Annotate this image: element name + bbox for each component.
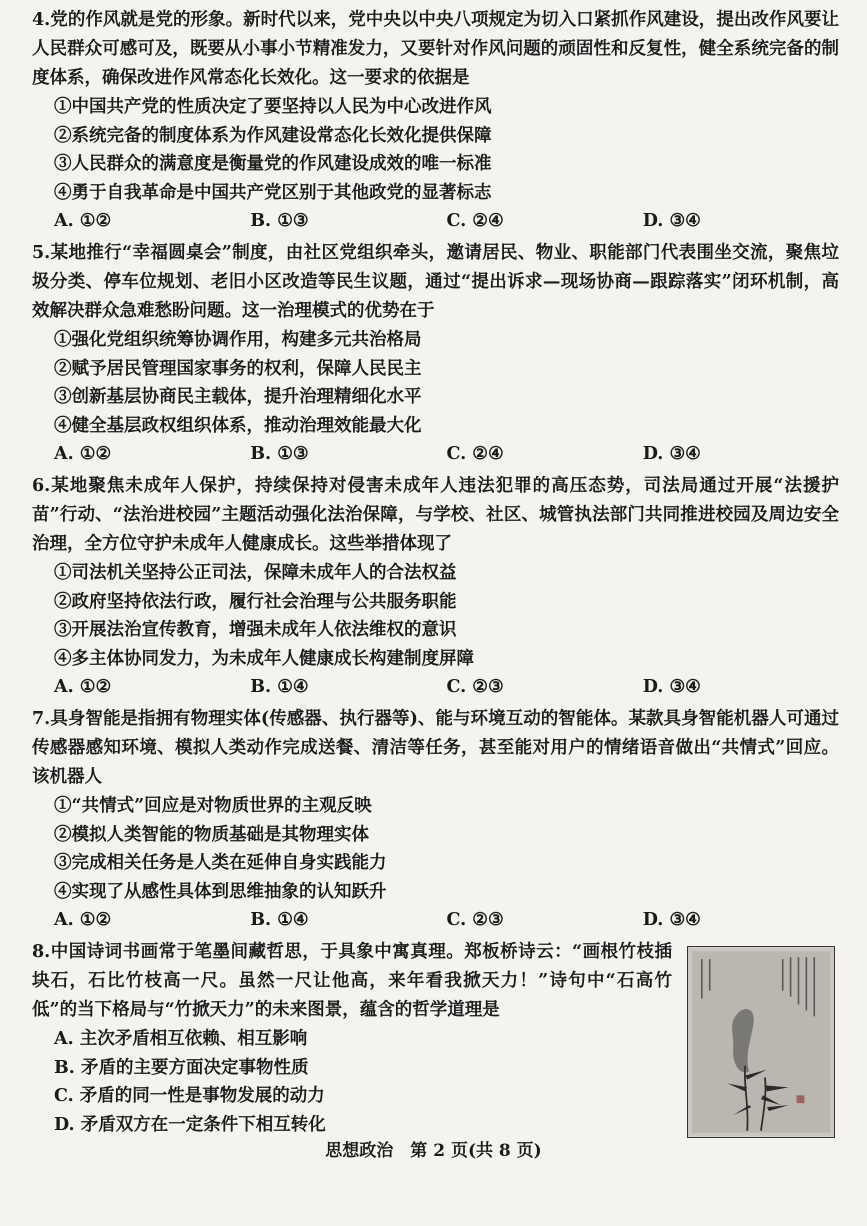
statement-4: ④实现了从感性具体到思维抽象的认知跃升 (54, 881, 387, 902)
question-list (32, 6, 839, 934)
answer-choices (32, 906, 839, 934)
statement-1: ①中国共产党的性质决定了要坚持以人民为中心改进作风 (54, 97, 492, 117)
statement-3: ③人民群众的满意度是衡量党的作风建设成效的唯一标准 (54, 154, 492, 174)
choice-c: C. ②③ (446, 910, 504, 930)
statement-2: ②赋予居民管理国家事务的权利，保障人民民主 (54, 358, 422, 379)
bamboo-rock-painting (687, 946, 835, 1138)
choice-b: B. ①④ (250, 910, 309, 930)
statement-1: ①司法机关坚持公正司法，保障未成年人的合法权益 (54, 563, 457, 583)
statement-4: ④多主体协同发力，为未成年人健康成长构建制度屏障 (54, 648, 474, 669)
answer-choices (32, 440, 839, 468)
statement-3: ③创新基层协商民主载体，提升治理精细化水平 (54, 387, 422, 407)
statement-4: ④健全基层政权组织体系，推动治理效能最大化 (54, 415, 422, 436)
choice-c: C. ②④ (446, 444, 504, 464)
statement-2: ②系统完备的制度体系为作风建设常态化长效化提供保障 (54, 125, 492, 146)
choice-a: A. ①② (54, 910, 112, 930)
statement-3: ③完成相关任务是人类在延伸自身实践能力 (54, 853, 387, 873)
choice-a: A. 主次矛盾相互依赖、相互影响 (54, 1029, 308, 1049)
question-5 (32, 239, 839, 468)
question-7 (32, 705, 839, 934)
choice-c: C. ②③ (446, 677, 504, 697)
statement-4: ④勇于自我革命是中国共产党区别于其他政党的显著标志 (54, 182, 492, 203)
statement-1: ①“共情式”回应是对物质世界的主观反映 (54, 796, 372, 816)
choice-a: A. ①② (54, 677, 112, 697)
question-8 (32, 938, 839, 1139)
statement-2: ②政府坚持依法行政，履行社会治理与公共服务职能 (54, 591, 457, 612)
choice-d: D. ③④ (642, 211, 701, 231)
choice-c: C. ②④ (446, 211, 504, 231)
statement-1: ①强化党组织统筹协调作用，构建多元共治格局 (54, 330, 422, 350)
question-stem: 8.中国诗词书画常于笔墨间藏哲思，于具象中寓真理。郑板桥诗云：“画根竹枝插块石，石比竹枝高一尺。虽然一尺让他高，来年看我掀天力！”诗句中“石高竹低”的当下格局与“竹掀天力”的未来图景，蕴含的哲学道理是 (32, 942, 672, 1020)
choice-d: D. ③④ (642, 910, 701, 930)
choice-a: A. ①② (54, 211, 112, 231)
question-stem: 5.某地推行“幸福圆桌会”制度，由社区党组织牵头，邀请居民、物业、职能部门代表围坐交流，聚焦垃圾分类、停车位规划、老旧小区改造等民生议题，通过“提出诉求—现场协商—跟踪落实”闭环机制，高效解决群众急难愁盼问题。这一治理模式的优势在于 (32, 243, 839, 321)
choice-b: B. 矛盾的主要方面决定事物性质 (54, 1057, 309, 1078)
question-stem: 4.党的作风就是党的形象。新时代以来，党中央以中央八项规定为切入口紧抓作风建设，提出改作风要让人民群众可感可及，既要从小事小节精准发力，又要针对作风问题的顽固性和反复性，健全系统完备的制度体系，确保改进作风常态化长效化。这一要求的依据是 (32, 10, 839, 88)
statement-3: ③开展法治宣传教育，增强未成年人依法维权的意识 (54, 620, 457, 640)
question-8-text (32, 938, 672, 1139)
question-4 (32, 6, 839, 235)
choice-d: D. 矛盾双方在一定条件下相互转化 (54, 1114, 326, 1135)
question-6 (32, 472, 839, 701)
choice-d: D. ③④ (642, 444, 701, 464)
choice-b: B. ①③ (250, 444, 309, 464)
answer-choices (32, 207, 839, 235)
choice-b: B. ①④ (250, 677, 309, 697)
choice-c: C. 矛盾的同一性是事物发展的动力 (54, 1086, 325, 1106)
choice-b: B. ①③ (250, 211, 309, 231)
statement-2: ②模拟人类智能的物质基础是其物理实体 (54, 824, 369, 845)
answer-choices (32, 673, 839, 701)
choice-a: A. ①② (54, 444, 112, 464)
question-stem: 6.某地聚焦未成年人保护，持续保持对侵害未成年人违法犯罪的高压态势，司法局通过开展“法援护苗”行动、“法治进校园”主题活动强化法治保障，与学校、社区、城管执法部门共同推进校园及周边安全治理，全方位守护未成年人健康成长。这些举措体现了 (32, 476, 839, 554)
page-footer: 思想政治 第 2 页(共 8 页) (325, 1141, 542, 1161)
question-stem: 7.具身智能是指拥有物理实体(传感器、执行器等)、能与环境互动的智能体。某款具身智能机器人可通过传感器感知环境、模拟人类动作完成送餐、清洁等任务，甚至能对用户的情绪语音做出“共情式”回应。该机器人 (32, 709, 839, 787)
choice-d: D. ③④ (642, 677, 701, 697)
